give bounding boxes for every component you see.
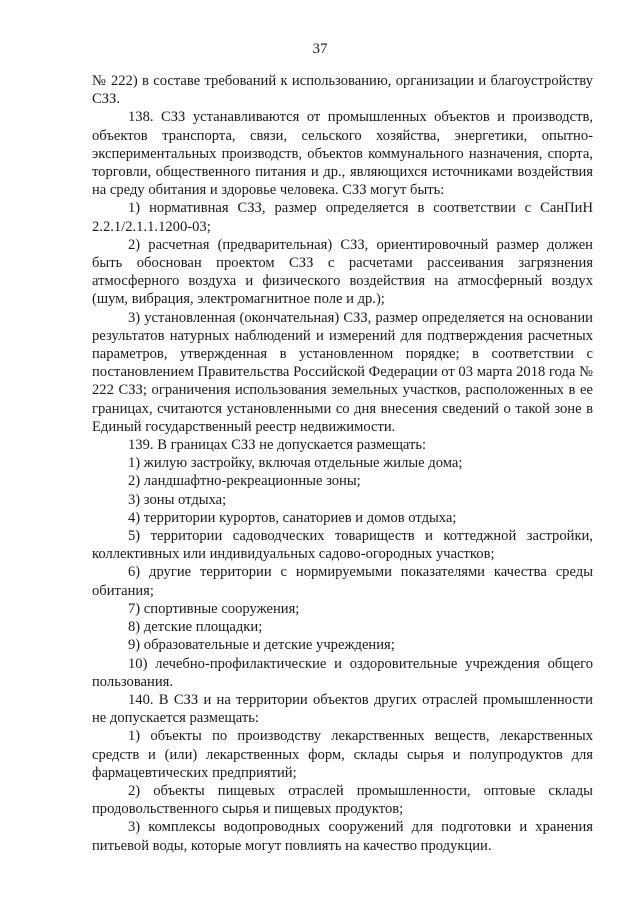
document-body xyxy=(92,72,593,855)
list-item-138-2: 2) расчетная (предварительная) СЗЗ, ориентировочный размер должен быть обоснован проектом СЗЗ с расчетами рассеивания загрязнения атмосферного воздуха и физического воздействия на атмосферный воздух (шум, вибрация, электромагнитное поле и др.); xyxy=(92,236,593,308)
list-item-139-7: 7) спортивные сооружения; xyxy=(128,600,300,617)
list-item-140-1: 1) объекты по производству лекарственных веществ, лекарственных средств и (или) лекарственных форм, склады сырья и полупродуктов для фармацевтических предприятий; xyxy=(92,728,593,781)
paragraph-140: 140. В СЗЗ и на территории объектов других отраслей промышленности не допускается размещать: xyxy=(92,691,593,727)
list-item-139-9: 9) образовательные и детские учреждения; xyxy=(128,637,395,654)
list-item-139-3: 3) зоны отдыха; xyxy=(128,491,227,508)
list-item-139-1: 1) жилую застройку, включая отдельные жилые дома; xyxy=(128,455,463,472)
paragraph-138: 138. СЗЗ устанавливаются от промышленных объектов и производств, объектов транспорта, связи, сельского хозяйства, энергетики, опытно-экспериментальных производств, объектов коммунального назначения, спорта, торговли, общественного питания и др., являющихся источниками воздействия на среду обитания и здоровье человека. СЗЗ могут быть: xyxy=(92,109,593,199)
list-item-139-4: 4) территории курортов, санаториев и домов отдыха; xyxy=(128,509,457,526)
list-item-139-10: 10) лечебно-профилактические и оздоровительные учреждения общего пользования. xyxy=(92,655,593,690)
list-item-139-5: 5) территории садоводческих товариществ и коттеджной застройки, коллективных или индивидуальных садово-огородных участков; xyxy=(92,528,593,563)
list-item-138-1: 1) нормативная СЗЗ, размер определяется в соответствии с СанПиН 2.2.1/2.1.1.1200-03; xyxy=(92,200,593,235)
list-item-140-3: 3) комплексы водопроводных сооружений для подготовки и хранения питьевой воды, которые могут повлиять на качество продукции. xyxy=(92,819,593,854)
list-item-138-3: 3) установленная (окончательная) СЗЗ, размер определяется на основании результатов натурных наблюдений и измерений для подтверждения расчетных параметров, утвержденная в установленном порядке; в соответствии с постановлением Правительства Российской Федерации от 03 марта 2018 года № 222 СЗЗ; ограничения использования земельных участков, расположенных в ее границах, считаются установленными со дня внесения сведений о такой зоне в Единый государственный реестр недвижимости. xyxy=(92,309,593,435)
paragraph-139: 139. В границах СЗЗ не допускается размещать: xyxy=(128,437,427,454)
list-item-139-6: 6) другие территории с нормируемыми показателями качества среды обитания; xyxy=(92,564,593,599)
list-item-139-2: 2) ландшафтно-рекреационные зоны; xyxy=(128,473,361,490)
page-number: 37 xyxy=(312,41,328,57)
list-item-139-8: 8) детские площадки; xyxy=(128,619,263,636)
paragraph-continuation: № 222) в составе требований к использованию, организации и благоустройству СЗЗ. xyxy=(92,73,593,108)
list-item-140-2: 2) объекты пищевых отраслей промышленности, оптовые склады продовольственного сырья и пищевых продуктов; xyxy=(92,782,593,818)
